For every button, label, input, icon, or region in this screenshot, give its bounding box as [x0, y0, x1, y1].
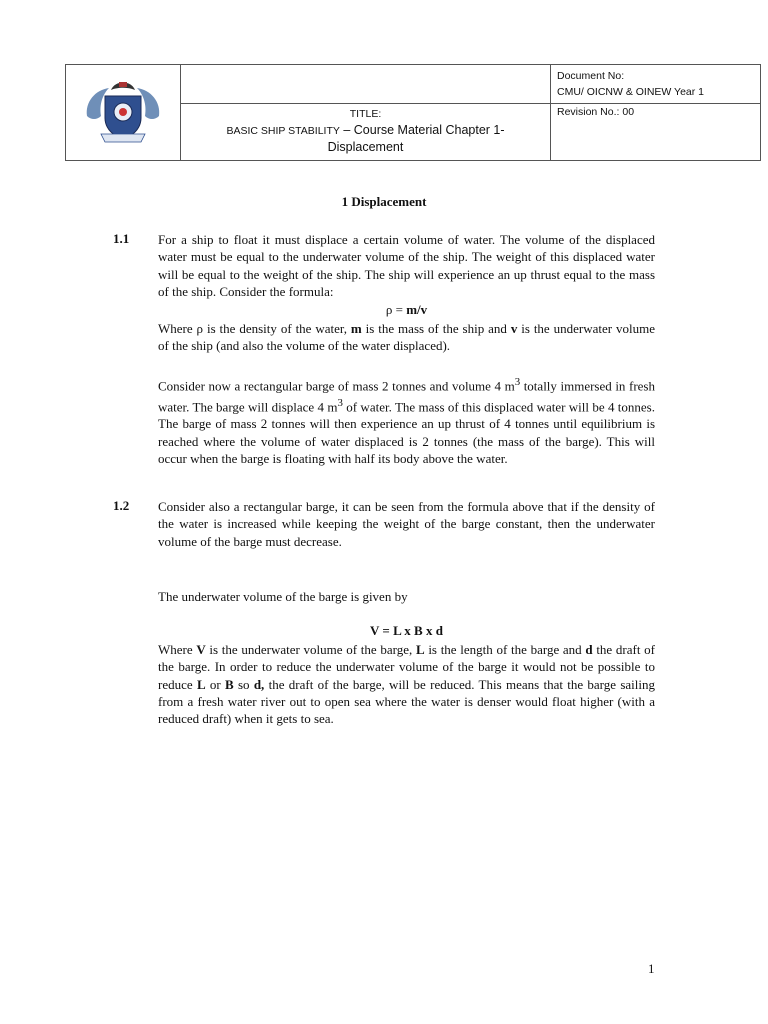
- revision-number: Revision No.: 00: [551, 104, 761, 161]
- title-rest: – Course Material Chapter 1-: [339, 123, 505, 137]
- section-number-1-2: 1.2: [113, 498, 130, 513]
- bold-L: L: [415, 642, 425, 657]
- header-blank-cell: [181, 65, 551, 104]
- text-span: the draft of the barge. In order to reduce the underwater volume of the barge it would not be possible to reduce: [158, 642, 655, 692]
- document-number-label: Document No:: [557, 70, 625, 82]
- document-header: [65, 64, 761, 161]
- text-span: is the mass of the ship and: [361, 321, 511, 336]
- text-span: of water. The mass of this displaced water will be 4 tonnes. The barge of mass 2 tonnes will then experience an up thrust of 4 tonnes until equilibrium is reached where the volume of water displaced is 2 tonnes (the mass of the barge). This will occur when the barge is floating with half its body above the water.: [158, 398, 655, 466]
- text-span: Where: [158, 642, 197, 657]
- document-number-value: CMU/ OICNW & OINEW Year 1: [557, 86, 705, 98]
- section-heading: 1 Displacement: [341, 194, 427, 209]
- text-span: Where ρ is the density of the water,: [158, 321, 351, 336]
- formula-rhs: m/v: [406, 302, 428, 317]
- text-span: so: [233, 676, 254, 692]
- title-line2: Displacement: [327, 140, 404, 154]
- paragraph-1-1-b: [158, 320, 655, 355]
- text-span: is the underwater volume of the ship (and also the volume of the water displaced).: [158, 321, 656, 354]
- text-span: Consider now a rectangular barge of mass 2 tonnes and volume 4 m: [158, 378, 515, 394]
- institution-logo: [66, 65, 181, 161]
- bold-L: L: [196, 676, 206, 692]
- volume-formula: V = L x B x d: [370, 623, 443, 638]
- bold-B: B: [225, 676, 234, 692]
- paragraph-1-1-a: For a ship to float it must displace a certain volume of water. The volume of the displaced water must be equal to the underwater volume of the ship. The weight of this displaced water will be equal to the weight of the ship. The ship will experience an up thrust equal to the mass of the ship. Consider the formula:: [158, 232, 655, 299]
- title-cell: [181, 104, 551, 161]
- title-label: TITLE:: [349, 108, 382, 120]
- bold-V: V: [196, 642, 206, 657]
- superscript: 3: [337, 396, 343, 409]
- bold-d: d,: [253, 676, 265, 692]
- crest-icon: [81, 76, 165, 146]
- title-prefix: BASIC SHIP STABILITY: [226, 125, 340, 137]
- text-span: is the length of the barge and: [424, 642, 586, 657]
- text-span: or: [205, 676, 226, 692]
- bold-v: v: [510, 321, 518, 336]
- paragraph-1-1-c: [158, 374, 655, 467]
- text-span: totally immersed in fresh water. The barge will displace 4 m: [158, 378, 655, 414]
- text-span: the draft of the barge, will be reduced. This means that the barge sailing from a fresh water river out to open sea where the water is denser would float higher (with a reduced draft) when it gets to sea.: [158, 676, 655, 727]
- text-span: is the underwater volume of the barge,: [205, 642, 416, 657]
- density-formula: [158, 302, 655, 318]
- paragraph-1-2-c: [158, 641, 655, 727]
- bold-d: d: [585, 642, 593, 657]
- document-number-cell: [551, 65, 761, 104]
- formula-lhs: ρ =: [385, 302, 407, 317]
- bold-m: m: [350, 321, 362, 336]
- paragraph-1-2-b: The underwater volume of the barge is given by: [158, 589, 408, 604]
- page-number: 1: [648, 961, 655, 976]
- section-number-1-1: 1.1: [113, 231, 130, 246]
- superscript: 3: [514, 376, 521, 388]
- paragraph-1-2-a: Consider also a rectangular barge, it can be seen from the formula above that if the density of the water is increased while keeping the weight of the barge constant, then the underwater volume of the barge must decrease.: [158, 499, 655, 549]
